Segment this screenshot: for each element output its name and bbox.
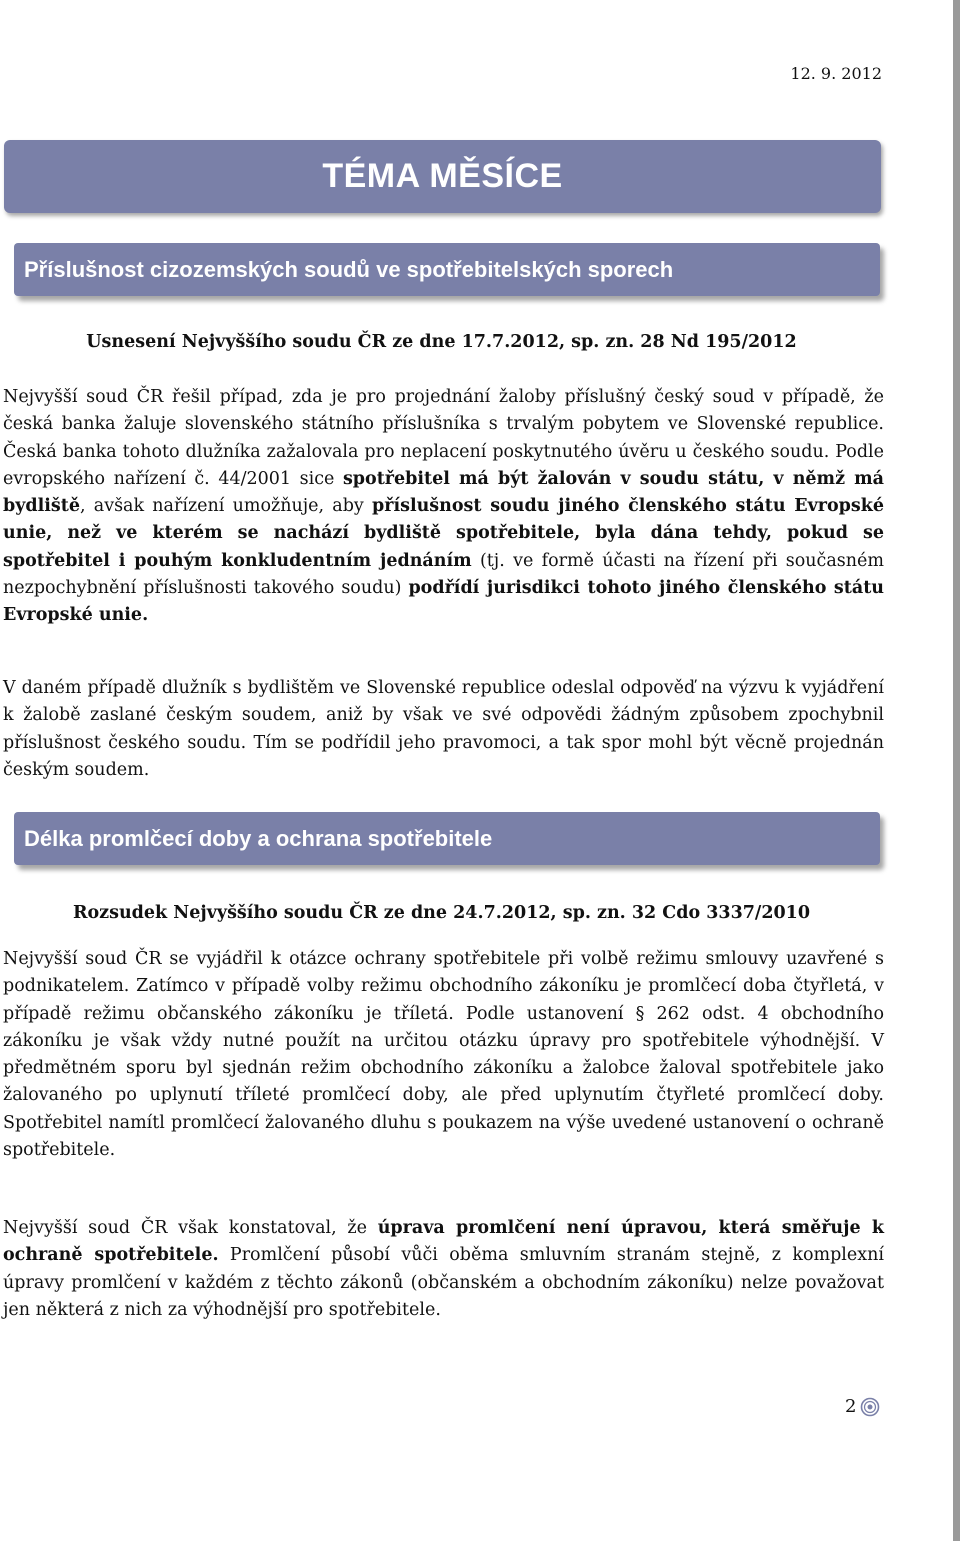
text-run: Nejvyšší soud ČR řešil případ, zda je pro projednání žaloby příslušný český soud v případě, že česká banka žaluje slovenského státního příslušníka s trvalým pobytem ve Slovenské republice. Česká banka tohoto dlužníka zažalovala pro neplacení poskytnutého úvěru u českého soudu. Podle evropského nařízení č. 44/2001 sice: [3, 387, 884, 489]
text-run: Promlčení působí vůči oběma smluvním stranám stejně, z komplexní úpravy promlčení v každém z těchto zákonů (občanském a obchodním zákoníku) nelze považovat jen některá z nich za výhodnější pro spotřebitele.: [3, 1245, 884, 1320]
theme-banner: [4, 140, 881, 213]
bold-run: příslušnost soudu jiného členského státu Evropské unie, než ve kterém se nachází bydliště spotřebitele, byla dána tehdy, pokud se spotřebitel i pouhým konkludentním jednáním: [3, 496, 884, 571]
section-1-header: [14, 243, 880, 296]
page-edge-border: [953, 0, 960, 1541]
banner-title: TÉMA MĚSÍCE: [322, 157, 563, 195]
section-2-paragraph-1: Nejvyšší soud ČR se vyjádřil k otázce ochrany spotřebitele při volbě režimu smlouvy uzavřené s podnikatelem. Zatímco v případě volby režimu obchodního zákoníku je promlčecí doba čtyřletá, v případě režimu občanského zákoníku je tříletá. Podle ustanovení § 262 odst. 4 obchodního zákoníku je však vždy nutné použít na určitou otázku úpravy pro spotřebitele výhodnější. V předmětném sporu byl sjednán režim obchodního zákoníku a žalobce žaloval spotřebitele jako žalovaného po uplynutí tříleté promlčecí doby, ale před uplynutím čtyřleté promlčecí doby. Spotřebitel namítl promlčecí žalovaného dluhu s poukazem na výše uvedené ustanovení o ochraně spotřebitele.: [3, 949, 884, 1161]
text-run: Nejvyšší soud ČR však konstatoval, že: [3, 1218, 378, 1238]
section-2-header: [14, 812, 880, 865]
section-2-ruling: Rozsudek Nejvyššího soudu ČR ze dne 24.7.2012, sp. zn. 32 Cdo 3337/2010: [72, 903, 811, 923]
section-2-paragraph-2: [3, 1215, 884, 1324]
bold-run: spotřebitel má být žalován v soudu státu, v němž má bydliště: [3, 468, 884, 517]
text-run: (tj. ve formě účasti na řízení při současném nezpochybnění příslušnosti takového soudu): [3, 550, 884, 599]
page-footer: [845, 1396, 880, 1417]
section-1-title: Příslušnost cizozemských soudů ve spotřebitelských sporech: [24, 256, 674, 282]
bold-run: podřídí jurisdikci tohoto jiného členského státu Evropské unie.: [3, 578, 884, 626]
section-1-ruling: Usnesení Nejvyššího soudu ČR ze dne 17.7.2012, sp. zn. 28 Nd 195/2012: [86, 332, 797, 352]
document-date: 12. 9. 2012: [790, 64, 882, 83]
section-1-paragraph-2: V daném případě dlužník s bydlištěm ve Slovenské republice odeslal odpověď na výzvu k vyjádření k žalobě zaslané českým soudem, aniž by však ve své odpovědi žádným způsobem zpochybnil příslušnost českého soudu. Tím se podřídil jeho pravomoci, a tak spor mohl být věcně projednán českým soudem.: [3, 678, 884, 780]
section-1-paragraph-1: [3, 384, 884, 630]
bold-run: úprava promlčení není úpravou, která směřuje k ochraně spotřebitele.: [3, 1218, 884, 1266]
text-run: , avšak nařízení umožňuje, aby: [80, 496, 372, 517]
section-2-title: Délka promlčecí doby a ochrana spotřebitele: [24, 825, 493, 851]
page-number: 2: [845, 1396, 857, 1417]
smiley-icon: [860, 1397, 880, 1417]
